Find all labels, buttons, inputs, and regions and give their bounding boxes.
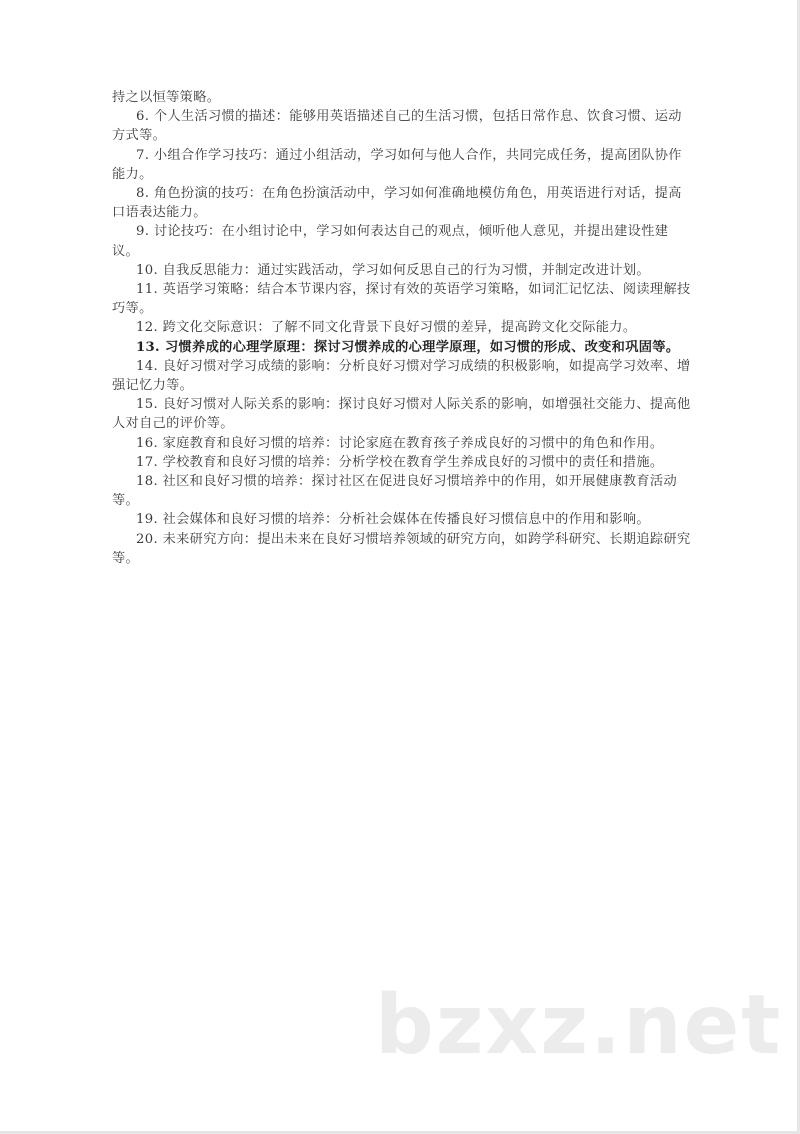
item-text: 角色扮演的技巧：在角色扮演活动中，学习如何准确地模仿角色，用英语进行对话，提高口语表达能力。	[112, 186, 682, 221]
list-item-11	[112, 280, 692, 318]
item-text: 自我反思能力：通过实践活动，学习如何反思自己的行为习惯，并制定改进计划。	[162, 262, 650, 278]
list-item-6	[112, 107, 692, 145]
item-number: 17.	[136, 454, 159, 470]
list-item-12	[112, 318, 692, 337]
item-text: 习惯养成的心理学原理：探讨习惯养成的心理学原理，如习惯的形成、改变和巩固等。	[164, 339, 680, 355]
list-item-19	[112, 510, 692, 529]
list-item-8	[112, 184, 692, 222]
item-text: 小组合作学习技巧：通过小组活动，学习如何与他人合作，共同完成任务，提高团队协作能力。	[112, 147, 682, 182]
watermark-logo: bzxz.net	[375, 978, 783, 1073]
item-number: 9.	[136, 224, 150, 240]
item-number: 19.	[136, 512, 159, 528]
item-text: 学校教育和良好习惯的培养：分析学校在教育学生养成良好的习惯中的责任和措施。	[162, 454, 664, 470]
item-number: 14.	[136, 358, 159, 374]
item-text: 社会媒体和良好习惯的培养：分析社会媒体在传播良好习惯信息中的作用和影响。	[162, 512, 650, 528]
item-text: 家庭教育和良好习惯的培养：讨论家庭在教育孩子养成良好的习惯中的角色和作用。	[162, 435, 664, 451]
list-item-18	[112, 472, 692, 510]
list-item-7	[112, 146, 692, 184]
list-item-10	[112, 261, 692, 280]
item-text: 良好习惯对人际关系的影响：探讨良好习惯对人际关系的影响，如增强社交能力、提高他人对自己的评价等。	[112, 397, 691, 432]
item-text: 未来研究方向：提出未来在良好习惯培养领域的研究方向，如跨学科研究、长期追踪研究等。	[112, 531, 691, 566]
item-number: 16.	[136, 435, 159, 451]
item-text: 讨论技巧：在小组讨论中，学习如何表达自己的观点，倾听他人意见，并提出建设性建议。	[112, 224, 669, 259]
item-number: 13.	[136, 339, 160, 355]
item-number: 6.	[136, 109, 150, 125]
item-number: 18.	[136, 474, 159, 490]
list-item-13	[112, 338, 692, 357]
list-item-14	[112, 357, 692, 395]
list-item-15	[112, 395, 692, 433]
item-number: 15.	[136, 397, 159, 413]
item-number: 12.	[136, 320, 159, 336]
item-number: 8.	[136, 186, 150, 202]
item-text: 英语学习策略：结合本节课内容，探讨有效的英语学习策略，如词汇记忆法、阅读理解技巧等。	[112, 282, 691, 317]
list-item-17	[112, 453, 692, 472]
document-body	[112, 88, 692, 568]
item-text: 社区和良好习惯的培养：探讨社区在促进良好习惯培养中的作用，如开展健康教育活动等。	[112, 474, 677, 509]
item-text: 跨文化交际意识：了解不同文化背景下良好习惯的差异，提高跨文化交际能力。	[162, 320, 637, 336]
list-item-16	[112, 434, 692, 453]
item-text: 良好习惯对学习成绩的影响：分析良好习惯对学习成绩的积极影响，如提高学习效率、增强记忆力等。	[112, 358, 691, 394]
item-text: 个人生活习惯的描述：能够用英语描述自己的生活习惯，包括日常作息、饮食习惯、运动方式等。	[112, 109, 682, 144]
item-number: 11.	[136, 282, 159, 298]
list-item-9	[112, 222, 692, 260]
item-number: 20.	[136, 531, 159, 547]
item-number: 7.	[136, 147, 150, 163]
item-number: 10.	[136, 262, 159, 278]
list-item-20	[112, 530, 692, 568]
continuation-paragraph: 持之以恒等策略。	[112, 90, 221, 105]
